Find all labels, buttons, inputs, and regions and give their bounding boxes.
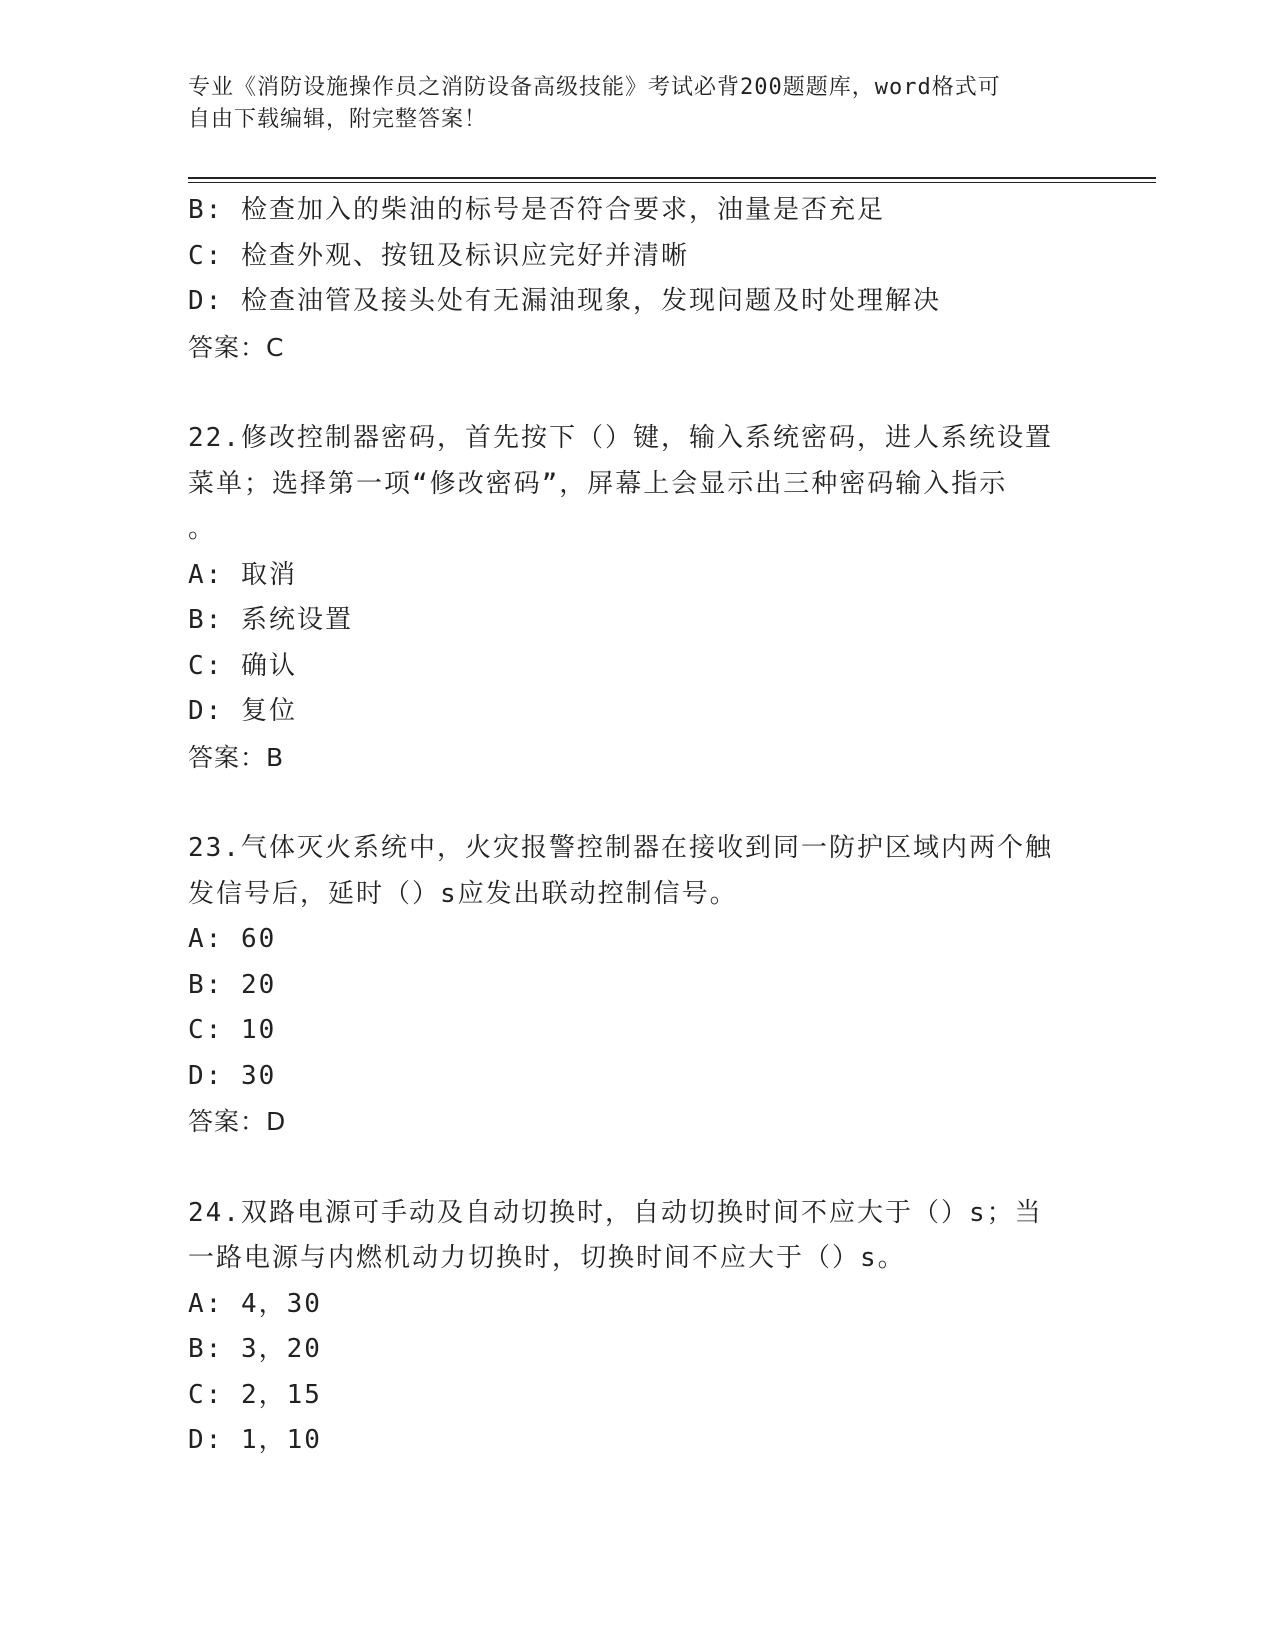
answer-line: 答案：B — [188, 742, 285, 772]
question-block — [188, 826, 1088, 1145]
option-b: B: 20 — [188, 969, 277, 1000]
header-line-1: 专业《消防设施操作员之消防设备高级技能》考试必背200题题库，word格式可 — [188, 75, 1001, 100]
option-a: A: 取消 — [188, 559, 297, 590]
header-divider-thick — [188, 177, 1156, 179]
option-c: C: 检查外观、按钮及标识应完好并清晰 — [188, 240, 689, 271]
question-block — [188, 416, 1088, 780]
question-stem-line: 一路电源与内燃机动力切换时，切换时间不应大于（）s。 — [188, 1243, 906, 1273]
question-block — [188, 1191, 1088, 1464]
answer-line: 答案：D — [188, 1107, 287, 1136]
question-stem-line: 22.修改控制器密码，首先按下（）键，输入系统密码，进人系统设置 — [188, 423, 1053, 453]
answer-line: 答案：C — [188, 332, 285, 362]
header-divider-thin — [188, 182, 1156, 183]
option-a: A: 4，30 — [188, 1288, 322, 1319]
question-stem-line: 菜单；选择第一项“修改密码”，屏幕上会显示出三种密码输入指示 — [188, 468, 1008, 499]
question-list — [188, 188, 1088, 1464]
option-a: A: 60 — [188, 924, 277, 954]
question-stem-line: 24.双路电源可手动及自动切换时，自动切换时间不应大于（）s；当 — [188, 1197, 1043, 1228]
option-c: C: 10 — [188, 1015, 277, 1045]
option-c: C: 2，15 — [188, 1379, 322, 1410]
question-block — [188, 188, 1088, 370]
question-stem-line: 。 — [188, 514, 217, 544]
option-d: D: 1，10 — [188, 1425, 322, 1455]
option-d: D: 30 — [188, 1060, 277, 1091]
question-stem-line: 发信号后，延时（）s应发出联动控制信号。 — [188, 878, 738, 909]
document-header — [188, 72, 1088, 136]
option-b: B: 检查加入的柴油的标号是否符合要求，油量是否充足 — [188, 195, 885, 225]
header-line-2: 自由下载编辑，附完整答案！ — [188, 107, 488, 132]
option-b: B: 3，20 — [188, 1334, 322, 1364]
option-d: D: 复位 — [188, 696, 297, 726]
question-stem-line: 23.气体灭火系统中，火灾报警控制器在接收到同一防护区域内两个触 — [188, 833, 1053, 863]
option-d: D: 检查油管及接头处有无漏油现象，发现问题及时处理解决 — [188, 286, 941, 316]
option-c: C: 确认 — [188, 650, 297, 681]
option-b: B: 系统设置 — [188, 605, 353, 635]
